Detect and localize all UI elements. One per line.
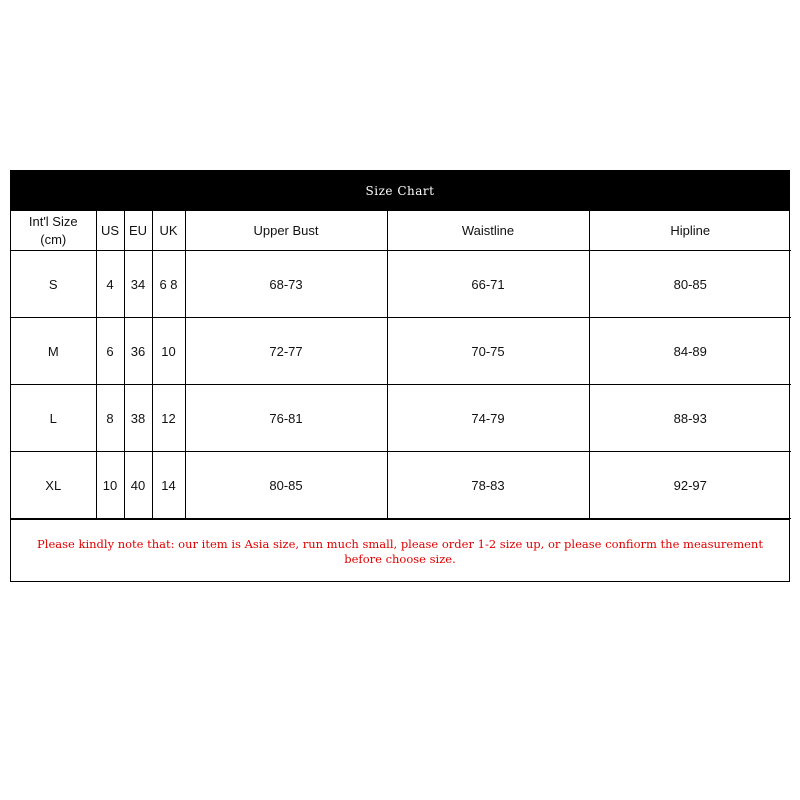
size-chart (10, 170, 790, 582)
waistline-cell: 70-75 (387, 318, 589, 385)
us-cell: 10 (96, 452, 124, 519)
size-table (11, 211, 791, 519)
uk-cell: 12 (152, 385, 185, 452)
hipline-cell: 88-93 (589, 385, 791, 452)
header-hipline: Hipline (589, 211, 791, 251)
header-intl-size (11, 211, 96, 251)
size-cell: M (11, 318, 96, 385)
uk-cell: 6 8 (152, 251, 185, 318)
header-uk: UK (152, 211, 185, 251)
upper-bust-cell: 68-73 (185, 251, 387, 318)
table-row (11, 385, 791, 452)
hipline-cell: 84-89 (589, 318, 791, 385)
upper-bust-cell: 72-77 (185, 318, 387, 385)
table-row (11, 452, 791, 519)
waistline-cell: 78-83 (387, 452, 589, 519)
uk-cell: 14 (152, 452, 185, 519)
eu-cell: 34 (124, 251, 152, 318)
size-cell: S (11, 251, 96, 318)
waistline-cell: 74-79 (387, 385, 589, 452)
hipline-cell: 80-85 (589, 251, 791, 318)
us-cell: 8 (96, 385, 124, 452)
header-us: US (96, 211, 124, 251)
table-row (11, 251, 791, 318)
waistline-cell: 66-71 (387, 251, 589, 318)
table-row (11, 318, 791, 385)
us-cell: 6 (96, 318, 124, 385)
us-cell: 4 (96, 251, 124, 318)
upper-bust-cell: 76-81 (185, 385, 387, 452)
size-note: Please kindly note that: our item is Asia size, run much small, please order 1-2 size up, or please confiorm the measurement before choose size. (11, 519, 789, 581)
size-chart-title: Size Chart (11, 171, 789, 211)
size-cell: XL (11, 452, 96, 519)
header-upper-bust: Upper Bust (185, 211, 387, 251)
eu-cell: 40 (124, 452, 152, 519)
size-cell: L (11, 385, 96, 452)
header-waistline: Waistline (387, 211, 589, 251)
eu-cell: 36 (124, 318, 152, 385)
header-intl-size-line2: (cm) (40, 231, 67, 247)
header-row (11, 211, 791, 251)
eu-cell: 38 (124, 385, 152, 452)
header-intl-size-line1: Int'l Size (28, 213, 78, 229)
uk-cell: 10 (152, 318, 185, 385)
header-eu: EU (124, 211, 152, 251)
hipline-cell: 92-97 (589, 452, 791, 519)
upper-bust-cell: 80-85 (185, 452, 387, 519)
